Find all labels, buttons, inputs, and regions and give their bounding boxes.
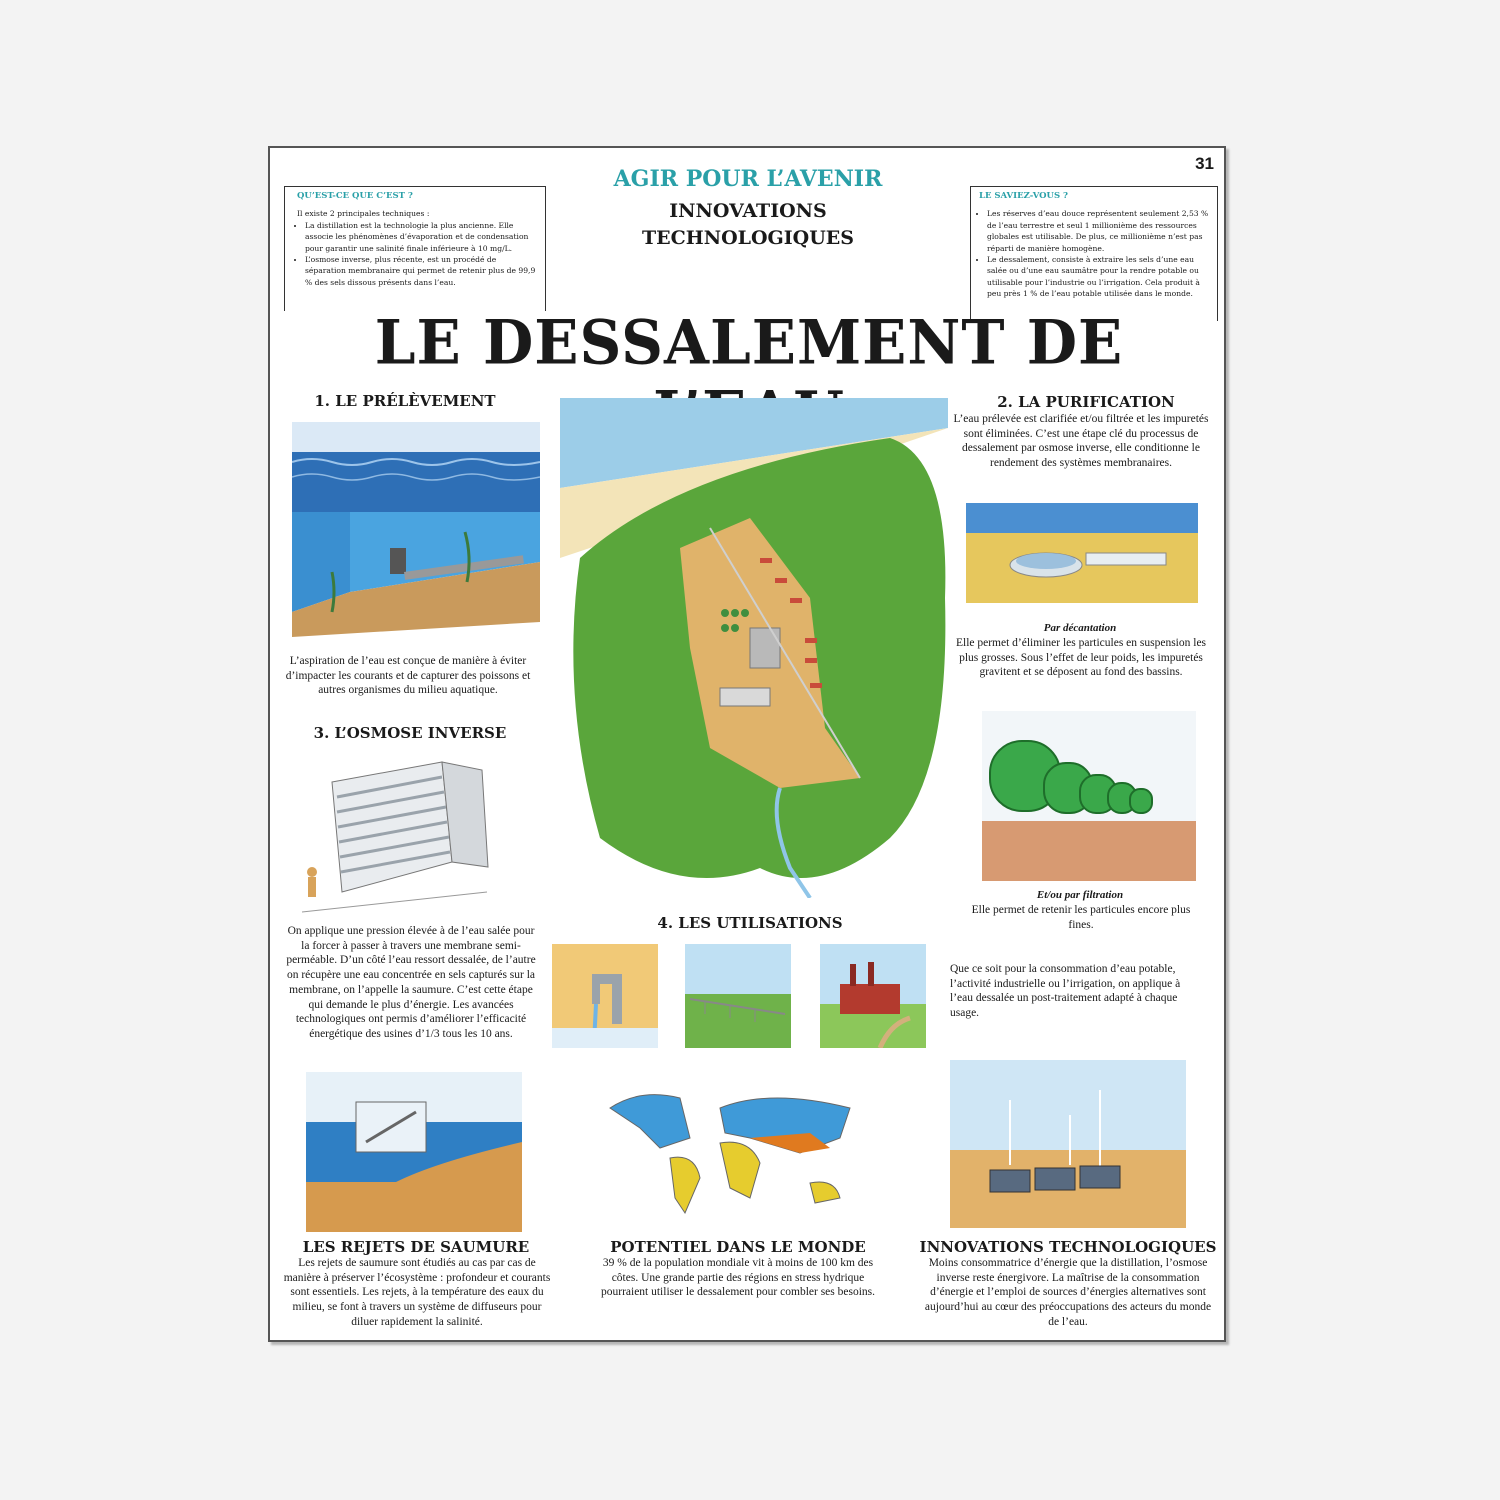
section-3-title: 3. L’OSMOSE INVERSE <box>313 724 507 742</box>
decantation-basin-illustration <box>966 503 1198 603</box>
industry-illustration <box>820 944 926 1048</box>
info-box-title: QU’EST-CE QUE C’EST ? <box>297 191 413 201</box>
page-number: 31 <box>1195 154 1214 173</box>
desalination-plant-aerial-illustration <box>560 398 948 898</box>
reverse-osmosis-illustration <box>292 752 492 920</box>
info-box-intro: Il existe 2 principales techniques : <box>297 209 430 219</box>
renewable-energy-illustration <box>950 1060 1186 1228</box>
world-potential-title: POTENTIEL DANS LE MONDE <box>610 1238 866 1256</box>
brine-discharge-illustration <box>306 1072 522 1232</box>
section-2-title: 2. LA PURIFICATION <box>997 393 1175 411</box>
filtration-caption-text: Elle permet de retenir les particules encore plus fines. <box>971 904 1191 931</box>
info-box-what-is-it <box>284 186 546 311</box>
info-box-bullet: • Les réserves d’eau douce représentent seulement 2,53 % de l’eau terrestre et seul 1 millionième des ressources globales est utilisable. De plus, ce millionième n’est pas réparti de manière homogène. <box>987 208 1211 254</box>
header-sub-line1: INNOVATIONS <box>669 200 827 222</box>
section-1-title: 1. LE PRÉLÈVEMENT <box>314 392 496 410</box>
header-sub-line2: TECHNOLOGIQUES <box>642 227 854 249</box>
main-title: LE DESSALEMENT DE <box>374 306 1124 378</box>
section-4-title: 4. LES UTILISATIONS <box>657 914 843 932</box>
info-box-title: LE SAVIEZ-VOUS ? <box>979 191 1069 201</box>
section-2-text: L’eau prélevée est clarifiée et/ou filtrée et les impuretés sont éliminées. C’est une étape clé du processus de dessalement par osmose inverse, elle conditionne le rendement des systèmes membranaires. <box>953 413 1209 470</box>
section-3-text: On applique une pression élevée à de l’eau salée pour la forcer à passer à travers une membrane semi-perméable. D’un côté l’eau ressort dessalée, de l’autre on récupère une eau concentrée en sels capturés sur la membrane, on l’appelle la saumure. C’est cette étape qui demande le plus d’énergie. Les avancées technologiques ont permis d’améliorer l’efficacité énergétique des usines d’1/3 tous les 10 ans. <box>286 925 536 1040</box>
info-box-bullet: • Le dessalement, consiste à extraire les sels d’une eau salée ou d’une eau saumâtre pour la rendre potable ou utilisable pour l’industrie ou l’irrigation. Cela produit à peu près 1 % de l’eau potable utilisée dans le monde. <box>987 254 1211 300</box>
innovations-text: Moins consommatrice d’énergie que la distillation, l’osmose inverse reste énergivore. La maîtrise de la consommation d’énergie et l’emploi de sources d’énergies alternatives sont aujourd’hui au cœur des préoccupations des acteurs du monde de l’eau. <box>924 1257 1212 1328</box>
intake-illustration <box>292 422 540 640</box>
brine-title: LES REJETS DE SAUMURE <box>302 1238 530 1256</box>
decantation-caption-title: Par décantation <box>1043 622 1117 634</box>
info-box-bullet: • L’osmose inverse, plus récente, est un procédé de séparation membranaire qui permet de retenir plus de 99,9 % des sels dissous présents dans l’eau. <box>305 254 539 288</box>
world-potential-text: 39 % de la population mondiale vit à moins de 100 km des côtes. Une grande partie des régions en stress hydrique pourraient utiliser le dessalement pour combler ses besoins. <box>600 1257 875 1299</box>
brine-text: Les rejets de saumure sont étudiés au cas par cas de manière à préserver l’écosystème : profondeur et courants sont essentiels. Les rejets, à la température des eaux du milieu, se font à travers un système de diffuseurs pour diluer rapidement la salinité. <box>283 1257 551 1328</box>
filtration-caption-title: Et/ou par filtration <box>1036 889 1124 901</box>
header-subtitle <box>520 198 976 252</box>
section-4-text: Que ce soit pour la consommation d’eau potable, l’activité industrielle ou l’irrigation, on applique à l’eau dessalée un post-traitement adapté à chaque usage. <box>950 963 1181 1020</box>
info-box-did-you-know <box>970 186 1218 321</box>
header-kicker: AGIR POUR L’AVENIR <box>613 166 883 192</box>
info-box-bullet: • La distillation est la technologie la plus ancienne. Elle associe les phénomènes d’évaporation et de condensation pour garantir une salinité finale inférieure à 10 mg/L. <box>305 220 539 254</box>
filtration-tanks-illustration <box>982 711 1196 881</box>
section-1-text: L’aspiration de l’eau est conçue de manière à éviter d’impacter les courants et de capturer des poissons et autres organismes du milieu aquatique. <box>285 655 531 697</box>
innovations-title: INNOVATIONS TECHNOLOGIQUES <box>919 1238 1217 1256</box>
world-map-illustration <box>600 1078 876 1228</box>
drinking-water-tap-illustration <box>552 944 658 1048</box>
poster <box>268 146 1226 1342</box>
decantation-caption-text: Elle permet d’éliminer les particules en suspension les plus grosses. Sous l’effet de leur poids, les impuretés gravitent et se déposent au fond des bassins. <box>955 637 1207 679</box>
irrigation-illustration <box>685 944 791 1048</box>
